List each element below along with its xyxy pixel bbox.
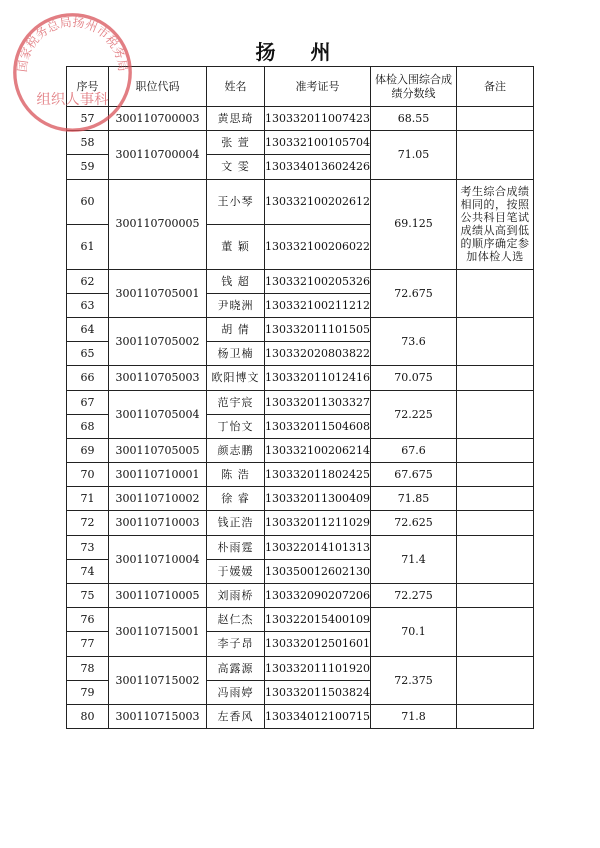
remarks-cell	[457, 463, 534, 487]
score-line-cell: 72.625	[371, 511, 457, 535]
exam-number-cell: 130332100211212	[265, 293, 371, 317]
exam-number-cell: 130322014101313	[265, 535, 371, 559]
exam-number-cell: 130332011802425	[265, 463, 371, 487]
seq-cell: 61	[67, 224, 109, 269]
results-table	[66, 66, 534, 729]
seq-cell: 65	[67, 342, 109, 366]
seq-cell: 72	[67, 511, 109, 535]
score-line-cell: 69.125	[371, 179, 457, 269]
remarks-cell	[457, 131, 534, 179]
table-row	[67, 487, 534, 511]
name-cell: 徐 睿	[207, 487, 265, 511]
seq-cell: 70	[67, 463, 109, 487]
name-cell: 高露源	[207, 656, 265, 680]
exam-number-cell: 130332100205326	[265, 269, 371, 293]
position-code-cell: 300110715003	[109, 704, 207, 728]
exam-number-cell: 130332012501601	[265, 632, 371, 656]
table-row	[67, 269, 534, 293]
position-code-cell: 300110705003	[109, 366, 207, 390]
name-cell: 董 颖	[207, 224, 265, 269]
exam-number-cell: 130332100206022	[265, 224, 371, 269]
exam-number-cell: 130332100206214	[265, 438, 371, 462]
position-code-cell: 300110705005	[109, 438, 207, 462]
exam-number-cell: 130334013602426	[265, 155, 371, 179]
remarks-cell	[457, 438, 534, 462]
name-cell: 陈 浩	[207, 463, 265, 487]
name-cell: 杨卫楠	[207, 342, 265, 366]
seq-cell: 79	[67, 680, 109, 704]
remarks-cell	[457, 317, 534, 365]
position-code-cell: 300110705001	[109, 269, 207, 317]
seq-cell: 59	[67, 155, 109, 179]
seq-cell: 67	[67, 390, 109, 414]
table-row	[67, 317, 534, 341]
seq-cell: 74	[67, 559, 109, 583]
exam-number-cell: 130332100105704	[265, 131, 371, 155]
table-row	[67, 463, 534, 487]
name-cell: 欧阳博文	[207, 366, 265, 390]
name-cell: 王小琴	[207, 179, 265, 224]
seq-cell: 58	[67, 131, 109, 155]
page-title: 扬 州	[255, 40, 345, 64]
position-code-cell: 300110715002	[109, 656, 207, 704]
name-cell: 张 萱	[207, 131, 265, 155]
position-code-cell: 300110710001	[109, 463, 207, 487]
name-cell: 左香风	[207, 704, 265, 728]
exam-number-cell: 130332011007423	[265, 107, 371, 131]
position-code-cell: 300110710003	[109, 511, 207, 535]
table-row	[67, 131, 534, 155]
position-code-cell: 300110710004	[109, 535, 207, 583]
exam-number-cell: 130322015400109	[265, 608, 371, 632]
exam-number-cell: 130332011101505	[265, 317, 371, 341]
table-row	[67, 704, 534, 728]
name-cell: 于媛媛	[207, 559, 265, 583]
table-row	[67, 179, 534, 224]
name-cell: 冯雨婷	[207, 680, 265, 704]
remarks-cell	[457, 511, 534, 535]
exam-number-cell: 130332011211029	[265, 511, 371, 535]
seq-cell: 80	[67, 704, 109, 728]
score-line-cell: 72.675	[371, 269, 457, 317]
score-line-cell: 72.225	[371, 390, 457, 438]
name-cell: 胡 倩	[207, 317, 265, 341]
exam-number-cell: 130332011101920	[265, 656, 371, 680]
name-cell: 文 雯	[207, 155, 265, 179]
seq-cell: 63	[67, 293, 109, 317]
score-line-cell: 67.675	[371, 463, 457, 487]
name-cell: 尹晓洲	[207, 293, 265, 317]
table-row	[67, 656, 534, 680]
score-line-cell: 71.85	[371, 487, 457, 511]
name-cell: 赵仁杰	[207, 608, 265, 632]
remarks-cell	[457, 704, 534, 728]
remarks-cell	[457, 107, 534, 131]
seq-cell: 71	[67, 487, 109, 511]
header-position-code: 职位代码	[109, 67, 207, 107]
score-line-cell: 72.375	[371, 656, 457, 704]
table-row	[67, 107, 534, 131]
score-line-cell: 70.075	[371, 366, 457, 390]
position-code-cell: 300110710002	[109, 487, 207, 511]
table-row	[67, 608, 534, 632]
exam-number-cell: 130332011504608	[265, 414, 371, 438]
seq-cell: 62	[67, 269, 109, 293]
exam-number-cell: 130332090207206	[265, 584, 371, 608]
remarks-cell	[457, 535, 534, 583]
exam-number-cell: 130332011303327	[265, 390, 371, 414]
seq-cell: 66	[67, 366, 109, 390]
remarks-cell	[457, 269, 534, 317]
seal-text: 国家税务总局扬州市税务局	[15, 15, 130, 73]
seq-cell: 64	[67, 317, 109, 341]
position-code-cell: 300110700003	[109, 107, 207, 131]
exam-number-cell: 130350012602130	[265, 559, 371, 583]
exam-number-cell: 130332011503824	[265, 680, 371, 704]
exam-number-cell: 130334012100715	[265, 704, 371, 728]
remarks-cell	[457, 608, 534, 656]
table-row	[67, 438, 534, 462]
remarks-cell	[457, 366, 534, 390]
table-row	[67, 584, 534, 608]
exam-number-cell: 130332011012416	[265, 366, 371, 390]
table-body	[67, 107, 534, 729]
score-line-cell: 71.05	[371, 131, 457, 179]
position-code-cell: 300110705002	[109, 317, 207, 365]
seq-cell: 69	[67, 438, 109, 462]
score-line-cell: 73.6	[371, 317, 457, 365]
table-row	[67, 535, 534, 559]
name-cell: 刘雨桥	[207, 584, 265, 608]
seq-cell: 73	[67, 535, 109, 559]
score-line-cell: 67.6	[371, 438, 457, 462]
seq-cell: 77	[67, 632, 109, 656]
name-cell: 丁怡文	[207, 414, 265, 438]
table-row	[67, 366, 534, 390]
remarks-cell	[457, 584, 534, 608]
seq-cell: 76	[67, 608, 109, 632]
seq-cell: 57	[67, 107, 109, 131]
table-row	[67, 390, 534, 414]
seq-cell: 75	[67, 584, 109, 608]
exam-number-cell: 130332020803822	[265, 342, 371, 366]
table-header-row	[67, 67, 534, 107]
name-cell: 颜志鹏	[207, 438, 265, 462]
seq-cell: 60	[67, 179, 109, 224]
remarks-cell	[457, 390, 534, 438]
seq-cell: 78	[67, 656, 109, 680]
name-cell: 范宇宸	[207, 390, 265, 414]
header-name: 姓名	[207, 67, 265, 107]
seq-cell: 68	[67, 414, 109, 438]
score-line-cell: 71.4	[371, 535, 457, 583]
header-seq: 序号	[67, 67, 109, 107]
remarks-cell: 考生综合成绩相同的，按照公共科目笔试成绩从高到低的顺序确定参加体检人选	[457, 179, 534, 269]
header-score-line: 体检入围综合成绩分数线	[371, 67, 457, 107]
position-code-cell: 300110710005	[109, 584, 207, 608]
position-code-cell: 300110700005	[109, 179, 207, 269]
position-code-cell: 300110705004	[109, 390, 207, 438]
header-remarks: 备注	[457, 67, 534, 107]
name-cell: 黄思琦	[207, 107, 265, 131]
header-exam-number: 准考证号	[265, 67, 371, 107]
score-line-cell: 72.275	[371, 584, 457, 608]
name-cell: 钱正浩	[207, 511, 265, 535]
score-line-cell: 71.8	[371, 704, 457, 728]
name-cell: 李子昂	[207, 632, 265, 656]
remarks-cell	[457, 487, 534, 511]
position-code-cell: 300110700004	[109, 131, 207, 179]
position-code-cell: 300110715001	[109, 608, 207, 656]
table-row	[67, 511, 534, 535]
score-line-cell: 68.55	[371, 107, 457, 131]
remarks-cell	[457, 656, 534, 704]
seal-subtext: 组织人事科	[36, 92, 109, 109]
name-cell: 钱 超	[207, 269, 265, 293]
name-cell: 朴雨霆	[207, 535, 265, 559]
exam-number-cell: 130332100202612	[265, 179, 371, 224]
exam-number-cell: 130332011300409	[265, 487, 371, 511]
score-line-cell: 70.1	[371, 608, 457, 656]
